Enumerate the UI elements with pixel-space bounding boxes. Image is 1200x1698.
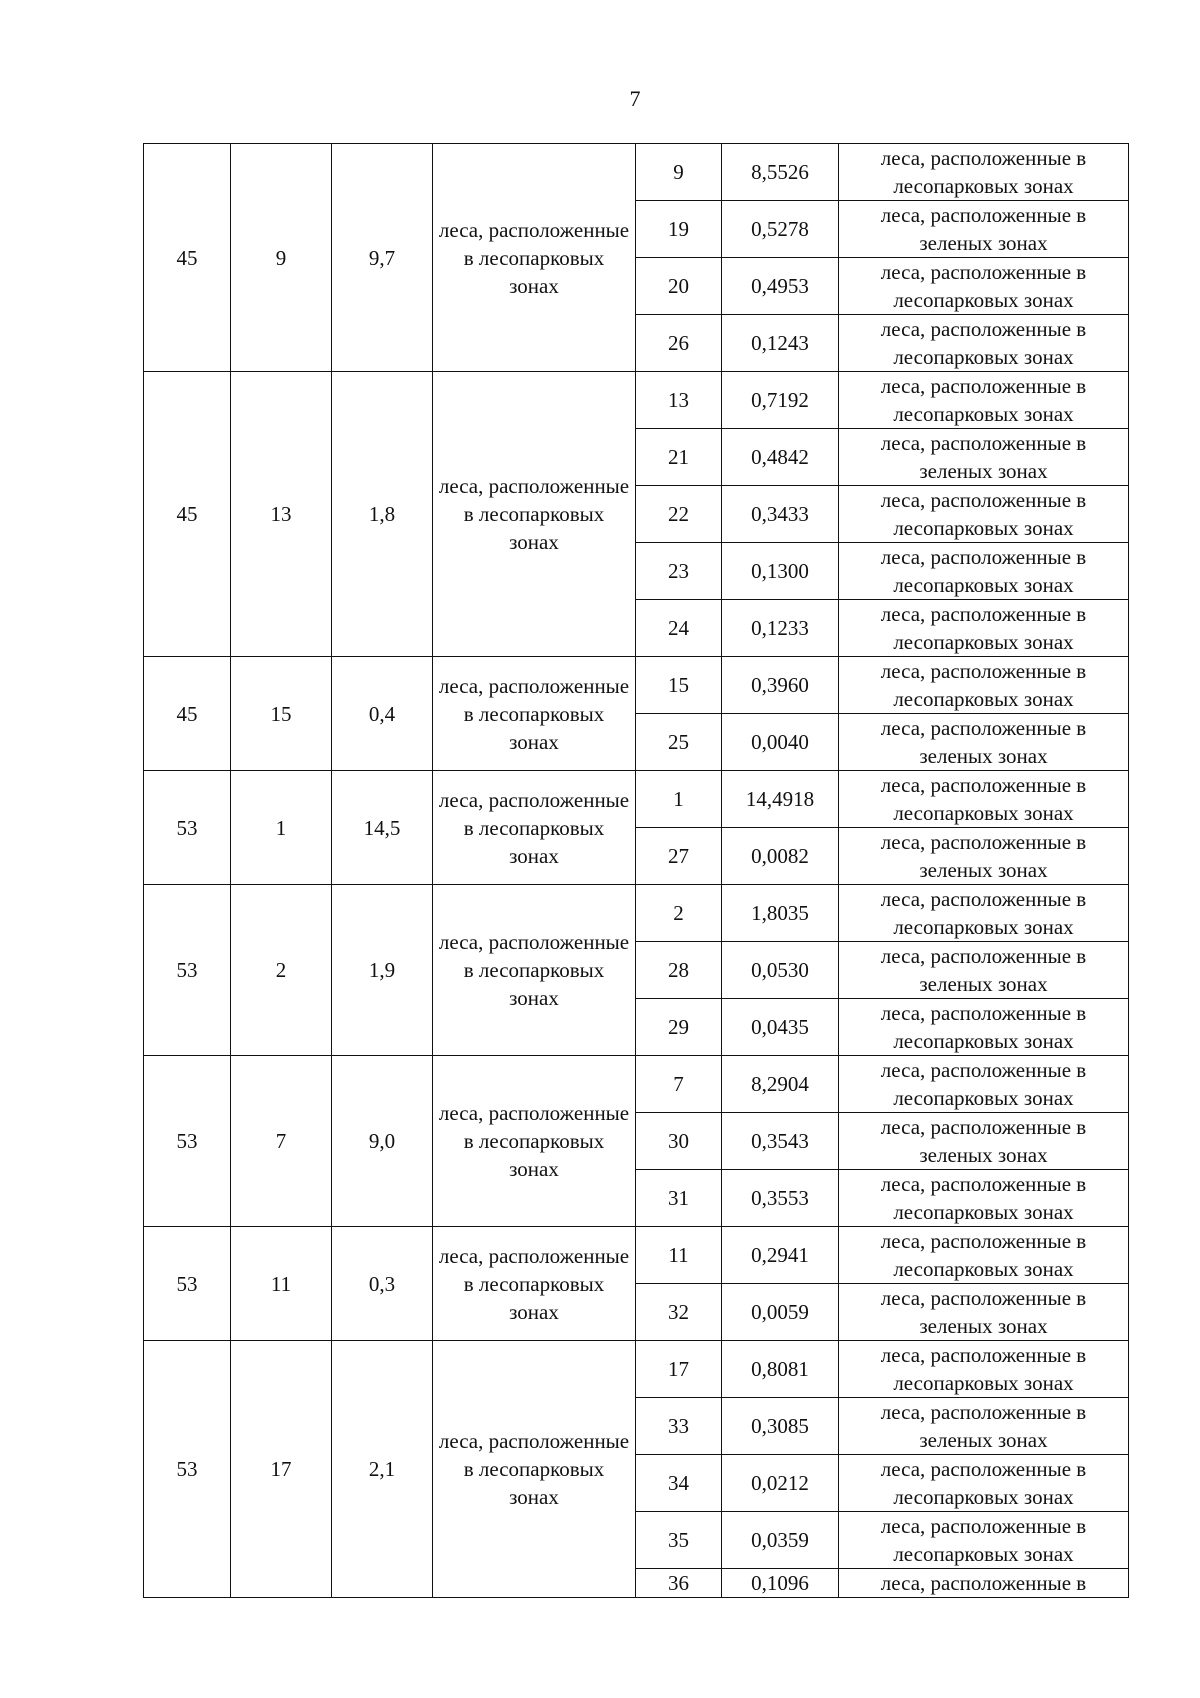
subplot-purpose-cell: леса, расположенные в лесопарковых зонах xyxy=(839,144,1129,201)
subplot-number-cell: 26 xyxy=(636,315,722,372)
subplot-area-cell: 1,8035 xyxy=(722,885,839,942)
quarter-cell: 53 xyxy=(144,885,231,1056)
category-cell: леса, расположенные в лесопарковых зонах xyxy=(433,885,636,1056)
division-cell: 17 xyxy=(231,1341,332,1598)
subplot-number-cell: 35 xyxy=(636,1512,722,1569)
subplot-area-cell: 0,1096 xyxy=(722,1569,839,1598)
area-cell: 14,5 xyxy=(332,771,433,885)
subplot-purpose-cell: леса, расположенные в лесопарковых зонах xyxy=(839,372,1129,429)
subplot-number-cell: 21 xyxy=(636,429,722,486)
area-cell: 0,3 xyxy=(332,1227,433,1341)
subplot-purpose-cell: леса, расположенные в лесопарковых зонах xyxy=(839,258,1129,315)
subplot-number-cell: 19 xyxy=(636,201,722,258)
subplot-area-cell: 0,0212 xyxy=(722,1455,839,1512)
subplot-number-cell: 20 xyxy=(636,258,722,315)
subplot-purpose-cell: леса, расположенные в лесопарковых зонах xyxy=(839,1341,1129,1398)
table-row xyxy=(144,144,1129,201)
subplot-purpose-cell: леса, расположенные в лесопарковых зонах xyxy=(839,999,1129,1056)
subplot-area-cell: 0,1233 xyxy=(722,600,839,657)
subplot-number-cell: 27 xyxy=(636,828,722,885)
subplot-purpose-cell: леса, расположенные в лесопарковых зонах xyxy=(839,600,1129,657)
quarter-cell: 53 xyxy=(144,1227,231,1341)
category-cell: леса, расположенные в лесопарковых зонах xyxy=(433,372,636,657)
subplot-area-cell: 0,7192 xyxy=(722,372,839,429)
subplot-purpose-cell: леса, расположенные в лесопарковых зонах xyxy=(839,315,1129,372)
subplot-area-cell: 0,3085 xyxy=(722,1398,839,1455)
subplot-area-cell: 0,1300 xyxy=(722,543,839,600)
subplot-purpose-cell: леса, расположенные в зеленых зонах xyxy=(839,714,1129,771)
table-row xyxy=(144,771,1129,828)
subplot-area-cell: 0,3553 xyxy=(722,1170,839,1227)
subplot-number-cell: 28 xyxy=(636,942,722,999)
area-cell: 0,4 xyxy=(332,657,433,771)
subplot-purpose-cell: леса, расположенные в лесопарковых зонах xyxy=(839,885,1129,942)
division-cell: 7 xyxy=(231,1056,332,1227)
table-row xyxy=(144,657,1129,714)
quarter-cell: 45 xyxy=(144,657,231,771)
subplot-purpose-cell: леса, расположенные в зеленых зонах xyxy=(839,1398,1129,1455)
area-cell: 2,1 xyxy=(332,1341,433,1598)
subplot-area-cell: 0,8081 xyxy=(722,1341,839,1398)
subplot-area-cell: 0,0040 xyxy=(722,714,839,771)
subplot-area-cell: 0,4842 xyxy=(722,429,839,486)
category-cell: леса, расположенные в лесопарковых зонах xyxy=(433,144,636,372)
subplot-number-cell: 33 xyxy=(636,1398,722,1455)
area-cell: 9,7 xyxy=(332,144,433,372)
subplot-purpose-cell: леса, расположенные в лесопарковых зонах xyxy=(839,486,1129,543)
category-cell: леса, расположенные в лесопарковых зонах xyxy=(433,1056,636,1227)
category-cell: леса, расположенные в лесопарковых зонах xyxy=(433,1227,636,1341)
subplot-number-cell: 24 xyxy=(636,600,722,657)
division-cell: 11 xyxy=(231,1227,332,1341)
page-number: 7 xyxy=(629,86,641,111)
quarter-cell: 53 xyxy=(144,1341,231,1598)
subplot-purpose-cell: леса, расположенные в лесопарковых зонах xyxy=(839,1455,1129,1512)
subplot-number-cell: 11 xyxy=(636,1227,722,1284)
subplot-purpose-cell: леса, расположенные в лесопарковых зонах xyxy=(839,1227,1129,1284)
subplot-purpose-cell: леса, расположенные в xyxy=(839,1569,1129,1598)
subplot-purpose-cell: леса, расположенные в лесопарковых зонах xyxy=(839,1056,1129,1113)
category-cell: леса, расположенные в лесопарковых зонах xyxy=(433,1341,636,1598)
subplot-number-cell: 23 xyxy=(636,543,722,600)
quarter-cell: 53 xyxy=(144,771,231,885)
table-row xyxy=(144,1227,1129,1284)
subplot-number-cell: 22 xyxy=(636,486,722,543)
subplot-number-cell: 25 xyxy=(636,714,722,771)
subplot-area-cell: 8,2904 xyxy=(722,1056,839,1113)
subplot-number-cell: 1 xyxy=(636,771,722,828)
subplot-purpose-cell: леса, расположенные в зеленых зонах xyxy=(839,1284,1129,1341)
subplot-number-cell: 31 xyxy=(636,1170,722,1227)
table-body xyxy=(144,144,1129,1598)
subplot-area-cell: 0,0530 xyxy=(722,942,839,999)
subplot-number-cell: 32 xyxy=(636,1284,722,1341)
subplot-area-cell: 0,4953 xyxy=(722,258,839,315)
table-row xyxy=(144,1056,1129,1113)
table-row xyxy=(144,372,1129,429)
subplot-number-cell: 15 xyxy=(636,657,722,714)
category-cell: леса, расположенные в лесопарковых зонах xyxy=(433,657,636,771)
subplot-area-cell: 0,3543 xyxy=(722,1113,839,1170)
area-cell: 1,9 xyxy=(332,885,433,1056)
subplot-area-cell: 8,5526 xyxy=(722,144,839,201)
division-cell: 13 xyxy=(231,372,332,657)
subplot-purpose-cell: леса, расположенные в лесопарковых зонах xyxy=(839,1170,1129,1227)
division-cell: 2 xyxy=(231,885,332,1056)
subplot-number-cell: 13 xyxy=(636,372,722,429)
subplot-number-cell: 29 xyxy=(636,999,722,1056)
subplot-number-cell: 36 xyxy=(636,1569,722,1598)
subplot-area-cell: 0,5278 xyxy=(722,201,839,258)
division-cell: 9 xyxy=(231,144,332,372)
quarter-cell: 45 xyxy=(144,372,231,657)
subplot-area-cell: 0,2941 xyxy=(722,1227,839,1284)
subplot-purpose-cell: леса, расположенные в зеленых зонах xyxy=(839,828,1129,885)
subplot-number-cell: 7 xyxy=(636,1056,722,1113)
subplot-purpose-cell: леса, расположенные в зеленых зонах xyxy=(839,429,1129,486)
subplot-purpose-cell: леса, расположенные в зеленых зонах xyxy=(839,201,1129,258)
subplot-area-cell: 0,0359 xyxy=(722,1512,839,1569)
subplot-purpose-cell: леса, расположенные в лесопарковых зонах xyxy=(839,657,1129,714)
subplot-purpose-cell: леса, расположенные в зеленых зонах xyxy=(839,1113,1129,1170)
subplot-purpose-cell: леса, расположенные в лесопарковых зонах xyxy=(839,1512,1129,1569)
subplot-number-cell: 17 xyxy=(636,1341,722,1398)
subplot-number-cell: 9 xyxy=(636,144,722,201)
subplot-purpose-cell: леса, расположенные в лесопарковых зонах xyxy=(839,543,1129,600)
category-cell: леса, расположенные в лесопарковых зонах xyxy=(433,771,636,885)
area-cell: 9,0 xyxy=(332,1056,433,1227)
subplot-purpose-cell: леса, расположенные в лесопарковых зонах xyxy=(839,771,1129,828)
subplot-area-cell: 14,4918 xyxy=(722,771,839,828)
subplot-area-cell: 0,3960 xyxy=(722,657,839,714)
subplot-number-cell: 2 xyxy=(636,885,722,942)
division-cell: 15 xyxy=(231,657,332,771)
table-row xyxy=(144,885,1129,942)
subplot-number-cell: 34 xyxy=(636,1455,722,1512)
table-row xyxy=(144,1341,1129,1398)
division-cell: 1 xyxy=(231,771,332,885)
quarter-cell: 53 xyxy=(144,1056,231,1227)
subplot-purpose-cell: леса, расположенные в зеленых зонах xyxy=(839,942,1129,999)
forest-plot-table xyxy=(143,143,1129,1598)
area-cell: 1,8 xyxy=(332,372,433,657)
subplot-area-cell: 0,3433 xyxy=(722,486,839,543)
subplot-area-cell: 0,0082 xyxy=(722,828,839,885)
quarter-cell: 45 xyxy=(144,144,231,372)
subplot-area-cell: 0,1243 xyxy=(722,315,839,372)
subplot-number-cell: 30 xyxy=(636,1113,722,1170)
subplot-area-cell: 0,0435 xyxy=(722,999,839,1056)
subplot-area-cell: 0,0059 xyxy=(722,1284,839,1341)
